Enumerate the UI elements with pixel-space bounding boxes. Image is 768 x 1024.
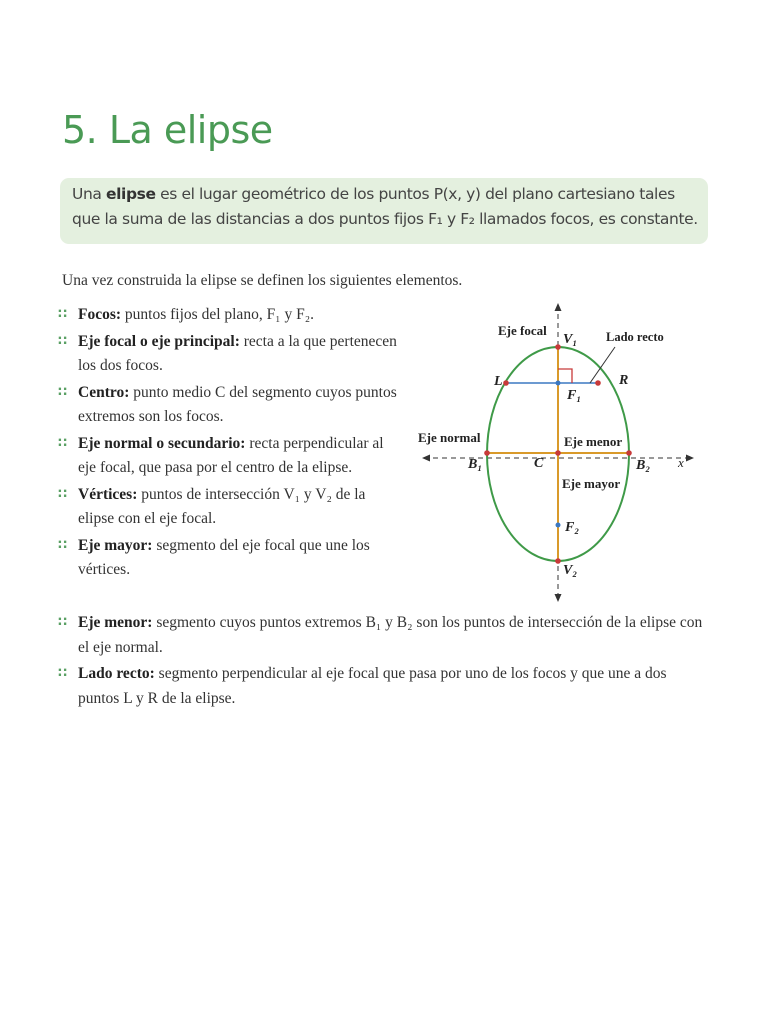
list-item	[58, 330, 403, 379]
label-eje-normal: Eje normal	[418, 430, 481, 445]
label-f1: F₁	[567, 388, 582, 403]
bullet-icon: ∷	[58, 615, 68, 630]
item-text: segmento perpendicular al eje focal que pasa por uno de los focos y que une a dos puntos L y R de la elipse.	[78, 665, 667, 707]
item-term: Centro:	[78, 383, 130, 401]
vertex-v2-point	[555, 558, 561, 564]
label-lado-recto: Lado recto	[606, 330, 664, 344]
list-item	[58, 662, 708, 711]
point-b2	[626, 450, 632, 456]
item-term: Vértices:	[78, 485, 138, 503]
label-eje-focal: Eje focal	[498, 323, 547, 338]
vertex-v1-point	[555, 344, 561, 350]
right-angle-marker	[558, 369, 572, 383]
bullet-icon: ∷	[58, 537, 68, 553]
label-c: C	[534, 456, 544, 471]
label-f2: F₂	[565, 520, 580, 535]
label-x: x	[678, 455, 684, 470]
center-c-point	[555, 450, 561, 456]
bullet-icon: ∷	[58, 666, 68, 681]
list-item	[58, 303, 403, 328]
item-text: recta a la que pertenecen los dos focos.	[78, 332, 397, 374]
item-term: Eje normal o secundario:	[78, 434, 246, 452]
definition-post: es el lugar geométrico de los puntos P(x, y) del plano cartesiano tales que la suma de las distancias a dos puntos fijos F₁ y F₂ llamados focos, es constante.	[72, 185, 698, 228]
arrow-down-icon	[555, 594, 562, 602]
label-b1: B₁	[468, 457, 483, 472]
definition-box	[60, 178, 708, 244]
label-v2: V₂	[563, 563, 578, 578]
elements-list-wide	[58, 611, 708, 713]
label-eje-mayor: Eje mayor	[562, 476, 621, 491]
item-term: Eje mayor:	[78, 536, 153, 554]
item-term: Focos:	[78, 306, 122, 323]
bullet-icon: ∷	[58, 307, 68, 322]
list-item	[58, 483, 403, 532]
item-term: Eje focal o eje principal:	[78, 332, 240, 350]
definition-pre: Una	[72, 185, 106, 203]
page-title: 5. La elipse	[62, 108, 273, 152]
definition-term: elipse	[106, 185, 156, 203]
list-item	[58, 381, 403, 430]
list-item	[58, 534, 403, 583]
item-term: Eje menor:	[78, 614, 153, 631]
focus-f2-point	[556, 523, 561, 528]
bullet-icon: ∷	[58, 486, 68, 502]
bullet-icon: ∷	[58, 435, 68, 451]
elements-list	[58, 303, 403, 585]
lado-recto-leader	[590, 347, 615, 383]
arrow-left-icon	[422, 455, 430, 462]
label-b2: B₂	[636, 458, 651, 473]
focus-f1-point	[556, 381, 561, 386]
label-r: R	[619, 373, 629, 388]
label-v1: V₁	[563, 332, 578, 347]
point-r	[595, 380, 601, 386]
intro-text: Una vez construida la elipse se definen los siguientes elementos.	[62, 272, 463, 289]
item-text: recta perpendicular al eje focal, que pasa por el centro de la elipse.	[78, 434, 384, 476]
label-l: L	[494, 374, 503, 389]
arrow-right-icon	[686, 455, 694, 462]
point-l	[503, 380, 509, 386]
definition-text	[72, 182, 704, 232]
item-text: segmento cuyos puntos extremos B₁ y B₂ son los puntos de intersección de la elipse con el eje normal.	[78, 614, 703, 656]
ellipse-diagram	[410, 295, 710, 610]
list-item	[58, 611, 708, 660]
item-text: puntos fijos del plano, F₁ y F₂.	[121, 306, 314, 323]
point-b1	[484, 450, 490, 456]
item-text: punto medio C del segmento cuyos puntos extremos son los focos.	[78, 383, 397, 425]
item-text: puntos de intersección V₁ y V₂ de la elipse con el eje focal.	[78, 485, 366, 527]
list-item	[58, 432, 403, 481]
item-text: segmento del eje focal que une los vértices.	[78, 536, 370, 578]
arrow-up-icon	[555, 303, 562, 311]
label-eje-menor: Eje menor	[564, 434, 623, 449]
item-term: Lado recto:	[78, 665, 155, 682]
bullet-icon: ∷	[58, 333, 68, 349]
bullet-icon: ∷	[58, 384, 68, 400]
